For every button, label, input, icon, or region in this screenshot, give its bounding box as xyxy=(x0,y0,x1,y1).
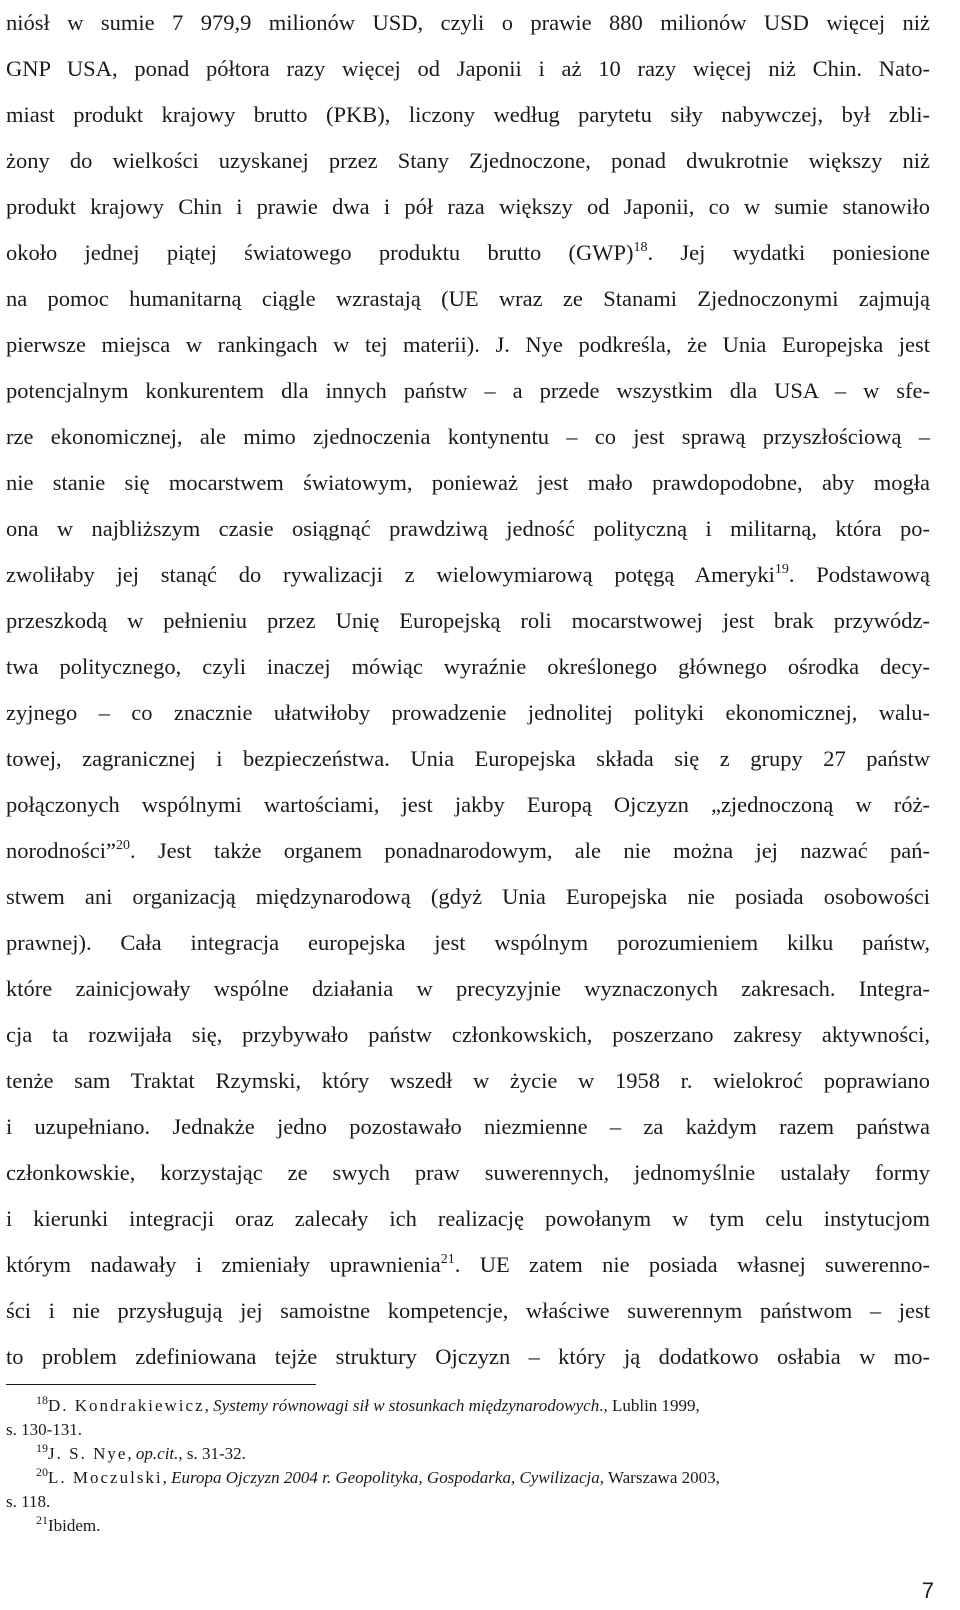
body-line: twa politycznego, czyli inaczej mówiąc wyraźnie określonego głównego ośrodka decy- xyxy=(6,654,930,679)
body-line: członkowskie, korzystając ze swych praw suwerennych, jednomyślnie ustalały formy xyxy=(6,1160,930,1185)
footnote-author: L. Moczulski xyxy=(48,1468,163,1487)
body-text: zwoliłaby jej stanąć do rywalizacji z wielowymiarową potęgą Ameryki xyxy=(6,562,775,587)
body-line xyxy=(6,238,930,268)
footnote-text: , xyxy=(204,1396,214,1415)
footnote-20 xyxy=(36,1465,930,1488)
footnote-author: D. Kondrakiewicz xyxy=(48,1396,205,1415)
body-text: . Podstawową xyxy=(788,562,931,587)
body-line: prawnej). Cała integracja europejska jest wspólnym porozumieniem kilku państw, xyxy=(6,930,930,955)
body-line xyxy=(6,836,930,866)
footnote-number: 18 xyxy=(36,1393,48,1407)
body-line: miast produkt krajowy brutto (PKB), liczony według parytetu siły nabywczej, był zbli- xyxy=(6,102,930,127)
body-text: . UE zatem nie posiada własnej suwerenno- xyxy=(454,1252,931,1277)
footnote-text: , s. 31-32. xyxy=(178,1444,246,1463)
body-line: rze ekonomicznej, ale mimo zjednoczenia kontynentu – co jest sprawą przyszłościową – xyxy=(6,424,930,449)
body-line: na pomoc humanitarną ciągle wzrastają (UE wraz ze Stanami Zjednoczonymi zajmują xyxy=(6,286,930,311)
footnote-title: Systemy równowagi sił w stosunkach międzynarodowych xyxy=(213,1396,600,1415)
body-line xyxy=(6,1250,930,1280)
body-line: i kierunki integracji oraz zalecały ich realizację powołanym w tym celu instytucjom xyxy=(6,1206,930,1231)
footnote-18 xyxy=(36,1393,930,1416)
body-text: około jednej piątej światowego produktu brutto (GWP) xyxy=(6,240,634,265)
body-line: ści i nie przysługują jej samoistne kompetencje, właściwe suwerennym państwom – jest xyxy=(6,1298,930,1323)
footnote-text: , xyxy=(127,1444,136,1463)
body-line: które zainicjowały wspólne działania w precyzyjnie wyznaczonych zakresach. Integra- xyxy=(6,976,930,1001)
footnote-text: , xyxy=(162,1468,172,1487)
body-line: to problem zdefiniowana tejże struktury Ojczyzn – który ją dodatkowo osłabia w mo- xyxy=(6,1344,930,1369)
footnote-title: op.cit. xyxy=(135,1444,179,1463)
footnote-text: , Warszawa 2003, xyxy=(599,1468,720,1487)
footnote-18-cont: s. 130-131. xyxy=(6,1420,83,1439)
body-line: GNP USA, ponad półtora razy więcej od Japonii i aż 10 razy więcej niż Chin. Nato- xyxy=(6,56,930,81)
footnote-ref-18: 18 xyxy=(633,240,648,255)
body-line xyxy=(6,560,930,590)
footnote-separator xyxy=(6,1384,316,1385)
body-text: którym nadawały i zmieniały uprawnienia xyxy=(6,1252,441,1277)
body-line: zyjnego – co znacznie ułatwiłoby prowadzenie jednolitej polityki ekonomicznej, walu- xyxy=(6,700,930,725)
footnote-title: Europa Ojczyzn 2004 r. Geopolityka, Gospodarka, Cywilizacja xyxy=(171,1468,600,1487)
body-line: przeszkodą w pełnieniu przez Unię Europejską roli mocarstwowej jest brak przywódz- xyxy=(6,608,930,633)
body-text: . Jej wydatki poniesione xyxy=(647,240,931,265)
footnote-text: Ibidem. xyxy=(48,1516,101,1535)
page-number: 7 xyxy=(921,1578,934,1603)
footnote-text: ., Lublin 1999, xyxy=(599,1396,700,1415)
body-line: żony do wielkości uzyskanej przez Stany Zjednoczone, ponad dwukrotnie większy niż xyxy=(6,148,930,173)
body-line: towej, zagranicznej i bezpieczeństwa. Unia Europejska składa się z grupy 27 państw xyxy=(6,746,930,771)
body-line: potencjalnym konkurentem dla innych państw – a przede wszystkim dla USA – w sfe- xyxy=(6,378,930,403)
footnote-number: 21 xyxy=(36,1513,48,1527)
body-line: i uzupełniano. Jednakże jedno pozostawało niezmienne – za każdym razem państwa xyxy=(6,1114,930,1139)
body-text: norodności” xyxy=(6,838,116,863)
body-line: cja ta rozwijała się, przybywało państw członkowskich, poszerzano zakresy aktywności, xyxy=(6,1022,930,1047)
body-line: połączonych wspólnymi wartościami, jest jakby Europą Ojczyzn „zjednoczoną w róż- xyxy=(6,792,930,817)
footnote-20-cont: s. 118. xyxy=(6,1492,51,1511)
footnote-number: 20 xyxy=(36,1465,48,1479)
body-line: tenże sam Traktat Rzymski, który wszedł w życie w 1958 r. wielokroć poprawiano xyxy=(6,1068,930,1093)
body-line: niósł w sumie 7 979,9 milionów USD, czyli o prawie 880 milionów USD więcej niż xyxy=(6,10,930,35)
body-line: ona w najbliższym czasie osiągnąć prawdziwą jedność polityczną i militarną, która po- xyxy=(6,516,930,541)
body-text: . Jest także organem ponadnarodowym, ale nie można jej nazwać pań- xyxy=(129,838,930,863)
body-line: pierwsze miejsca w rankingach w tej materii). J. Nye podkreśla, że Unia Europejska jest xyxy=(6,332,930,357)
body-line: stwem ani organizacją międzynarodową (gdyż Unia Europejska nie posiada osobowości xyxy=(6,884,930,909)
footnote-ref-20: 20 xyxy=(115,838,130,853)
footnote-ref-19: 19 xyxy=(774,562,789,577)
footnote-21 xyxy=(36,1513,930,1536)
footnote-19 xyxy=(36,1441,930,1464)
footnote-number: 19 xyxy=(36,1441,48,1455)
body-line: produkt krajowy Chin i prawie dwa i pół raza większy od Japonii, co w sumie stanowiło xyxy=(6,194,930,219)
footnote-author: J. S. Nye xyxy=(48,1444,128,1463)
body-line: nie stanie się mocarstwem światowym, ponieważ jest mało prawdopodobne, aby mogła xyxy=(6,470,930,495)
footnote-ref-21: 21 xyxy=(440,1252,455,1267)
